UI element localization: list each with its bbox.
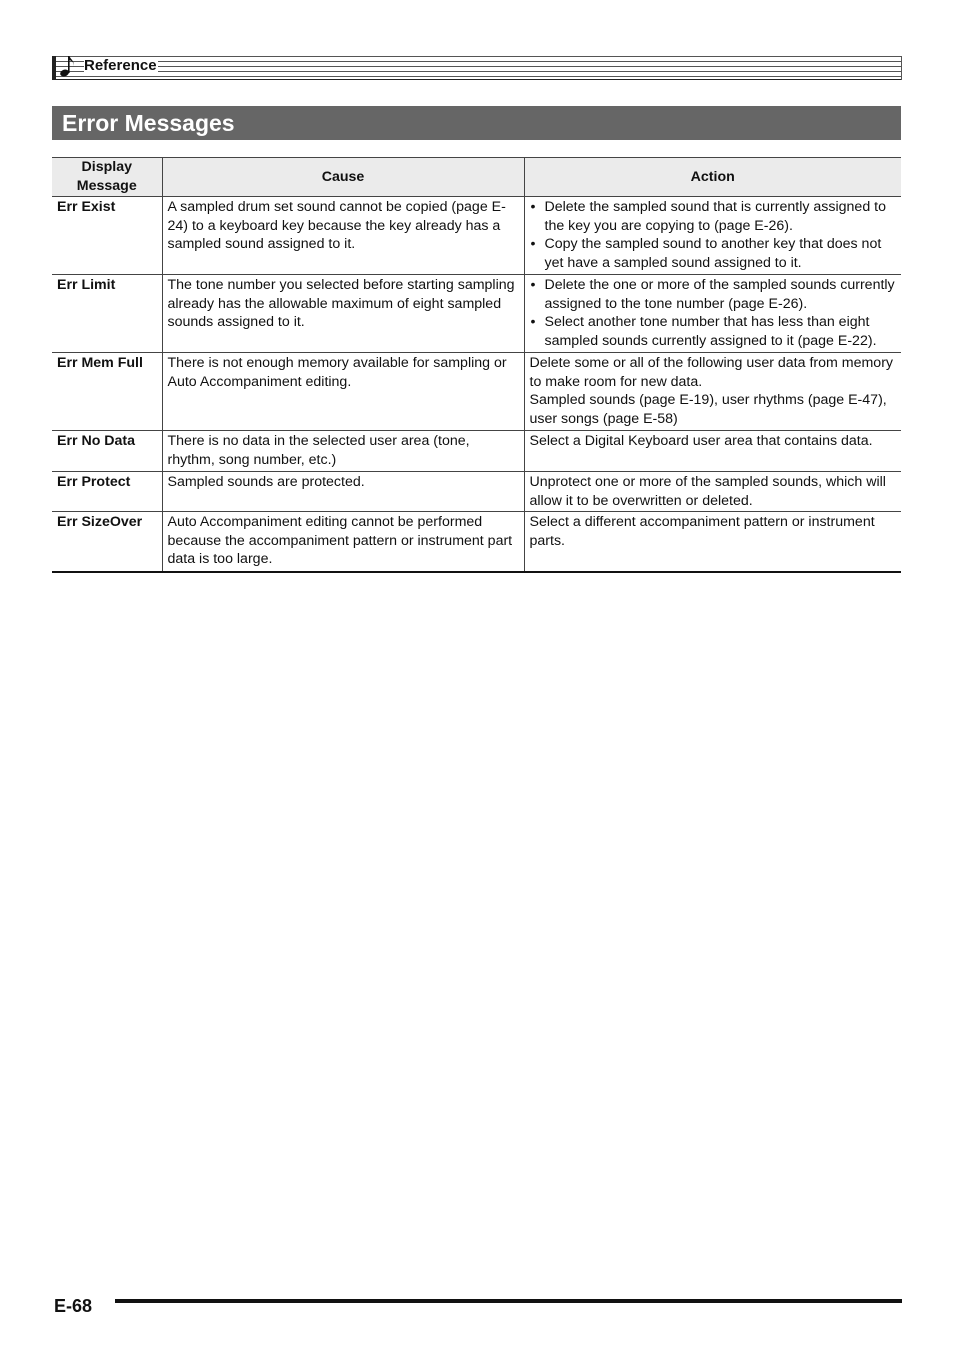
action-text: Select a Digital Keyboard user area that contains data. bbox=[524, 431, 901, 472]
table-row bbox=[52, 275, 901, 353]
staff-line bbox=[52, 79, 902, 80]
table-row bbox=[52, 512, 901, 572]
cause-text: Auto Accompaniment editing cannot be performed because the accompaniment pattern or instrument part data is too large. bbox=[162, 512, 524, 572]
action-text: Unprotect one or more of the sampled sounds, which will allow it to be overwritten or deleted. bbox=[524, 472, 901, 512]
error-messages-table bbox=[52, 157, 901, 573]
cause-text: There is no data in the selected user area (tone, rhythm, song number, etc.) bbox=[162, 431, 524, 472]
table-header-row bbox=[52, 158, 901, 197]
display-message: Err Mem Full bbox=[52, 353, 162, 431]
footer-rule bbox=[115, 1299, 902, 1303]
column-header-display-message bbox=[52, 158, 162, 197]
table-row bbox=[52, 431, 901, 472]
action-bullets bbox=[530, 276, 897, 350]
display-message: Err Exist bbox=[52, 197, 162, 275]
table-row bbox=[52, 197, 901, 275]
action-cell bbox=[524, 197, 901, 275]
column-header-cause: Cause bbox=[162, 158, 524, 197]
table-row bbox=[52, 353, 901, 431]
staff-line bbox=[52, 56, 902, 57]
staff-line bbox=[52, 61, 902, 62]
display-message: Err No Data bbox=[52, 431, 162, 472]
staff-line bbox=[52, 76, 902, 77]
action-text: Delete some or all of the following user data from memory to make room for new data. bbox=[529, 355, 894, 390]
cause-text: A sampled drum set sound cannot be copied (page E-24) to a keyboard key because the key already has a sampled sound assigned to it. bbox=[162, 197, 524, 275]
action-cell bbox=[524, 353, 901, 431]
action-cell bbox=[524, 275, 901, 353]
section-header bbox=[52, 54, 902, 80]
action-bullets bbox=[530, 198, 897, 272]
cause-text: There is not enough memory available for sampling or Auto Accompaniment editing. bbox=[162, 353, 524, 431]
staff-line bbox=[52, 66, 902, 67]
list-item: • Select another tone number that has less than eight sampled sounds currently assigned to it (page E-22). bbox=[530, 313, 897, 350]
column-header-action: Action bbox=[524, 158, 901, 197]
action-text: Sampled sounds (page E-19), user rhythms (page E-47), user songs (page E-58) bbox=[529, 392, 887, 427]
action-text: Select a different accompaniment pattern or instrument parts. bbox=[524, 512, 901, 572]
section-label: Reference bbox=[84, 57, 157, 74]
page-title: Error Messages bbox=[62, 110, 235, 136]
staff-bar-right bbox=[901, 56, 902, 80]
display-message: Err Limit bbox=[52, 275, 162, 353]
column-header-label: Display Message bbox=[76, 159, 137, 194]
title-banner bbox=[52, 106, 901, 140]
staff-line bbox=[52, 71, 902, 72]
display-message: Err Protect bbox=[52, 472, 162, 512]
cause-text: Sampled sounds are protected. bbox=[162, 472, 524, 512]
table-row bbox=[52, 472, 901, 512]
staff-bar-left bbox=[52, 56, 56, 80]
cause-text: The tone number you selected before starting sampling already has the allowable maximum of eight sampled sounds assigned to it. bbox=[162, 275, 524, 353]
music-note-icon bbox=[59, 54, 77, 78]
display-message: Err SizeOver bbox=[52, 512, 162, 572]
list-item: • Delete the one or more of the sampled sounds currently assigned to the tone number (page E-26). bbox=[530, 276, 897, 313]
list-item: • Copy the sampled sound to another key that does not yet have a sampled sound assigned to it. bbox=[530, 235, 897, 272]
list-item: • Delete the sampled sound that is currently assigned to the key you are copying to (page E-26). bbox=[530, 198, 897, 235]
page-number: E-68 bbox=[54, 1296, 93, 1316]
